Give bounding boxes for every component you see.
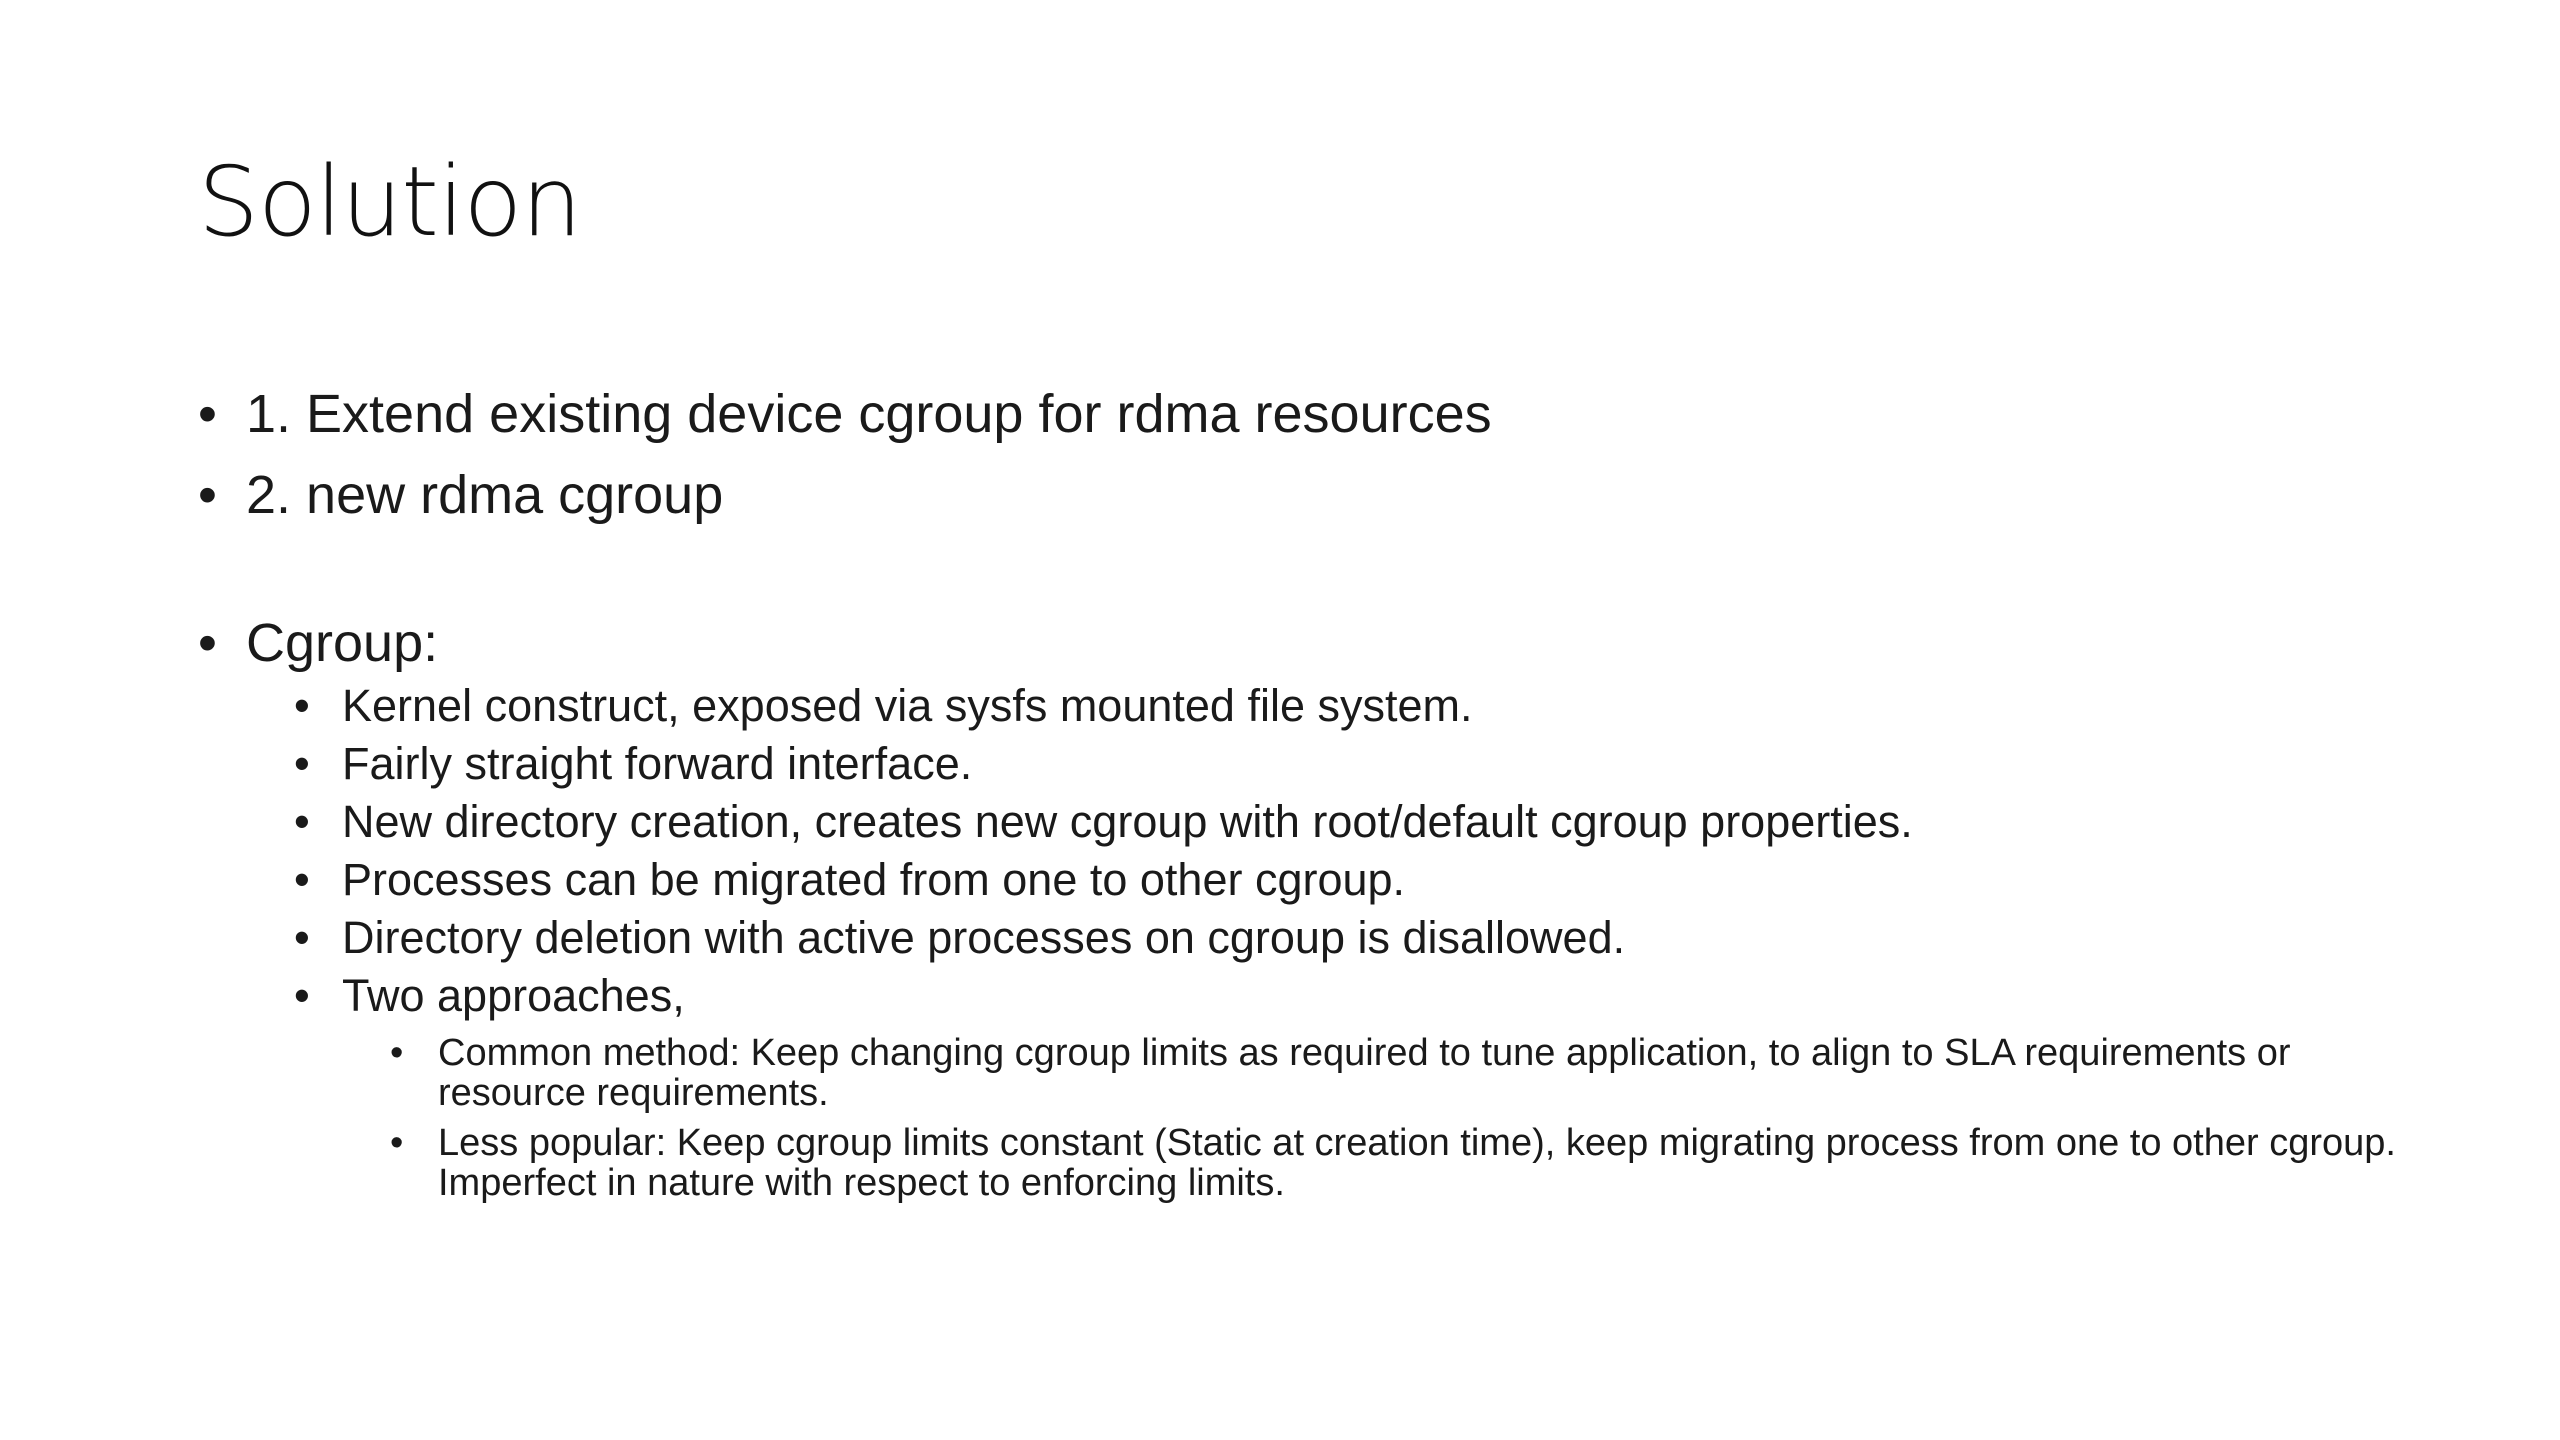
bullet-dot: • xyxy=(198,613,217,673)
sub-bullet-text: Kernel construct, exposed via sysfs mounted file system. xyxy=(342,680,1473,731)
bullet-dot: • xyxy=(294,680,310,731)
slide-title: Solution xyxy=(198,146,582,258)
bullet-dot: • xyxy=(294,970,310,1021)
approaches-sublist xyxy=(342,1033,2438,1203)
bullet-text: Cgroup: xyxy=(246,613,439,673)
sub-bullet-item xyxy=(294,677,2438,735)
sub-bullet-text: Processes can be migrated from one to other cgroup. xyxy=(342,854,1406,905)
sub-bullet-text: Directory deletion with active processes on cgroup is disallowed. xyxy=(342,912,1626,963)
sub-bullet-text: Two approaches, xyxy=(342,970,685,1021)
sub-bullet-item xyxy=(294,851,2438,909)
sub-bullet-text: New directory creation, creates new cgroup with root/default cgroup properties. xyxy=(342,796,1913,847)
bullet-dot: • xyxy=(390,1122,404,1164)
sub-bullet-text: Fairly straight forward interface. xyxy=(342,738,973,789)
bullet-dot: • xyxy=(294,912,310,963)
approach-item xyxy=(390,1123,2438,1203)
sub-bullet-item xyxy=(294,735,2438,793)
bullet-item-cgroup xyxy=(198,609,2438,1203)
bullet-dot: • xyxy=(294,738,310,789)
bullet-item xyxy=(198,380,2438,448)
approach-text: Less popular: Keep cgroup limits constant (Static at creation time), keep migrating process from one to other cgroup. Imperfect in nature with respect to enforcing limits. xyxy=(438,1122,2396,1204)
bullet-dot: • xyxy=(294,854,310,905)
bullet-dot: • xyxy=(198,465,217,525)
bullet-item xyxy=(198,461,2438,529)
bullet-text: 1. Extend existing device cgroup for rdma resources xyxy=(246,384,1492,444)
cgroup-sublist xyxy=(246,677,2438,1203)
bullet-list xyxy=(198,380,2438,1203)
approach-item xyxy=(390,1033,2438,1113)
sub-bullet-item xyxy=(294,909,2438,967)
approach-text: Common method: Keep changing cgroup limits as required to tune application, to align to SLA requirements or resource requirements. xyxy=(438,1032,2291,1114)
bullet-dot: • xyxy=(294,796,310,847)
bullet-dot: • xyxy=(390,1032,404,1074)
bullet-text: 2. new rdma cgroup xyxy=(246,465,724,525)
bullet-dot: • xyxy=(198,384,217,444)
slide-body xyxy=(198,380,2438,1216)
sub-bullet-item xyxy=(294,793,2438,851)
sub-bullet-item xyxy=(294,967,2438,1203)
